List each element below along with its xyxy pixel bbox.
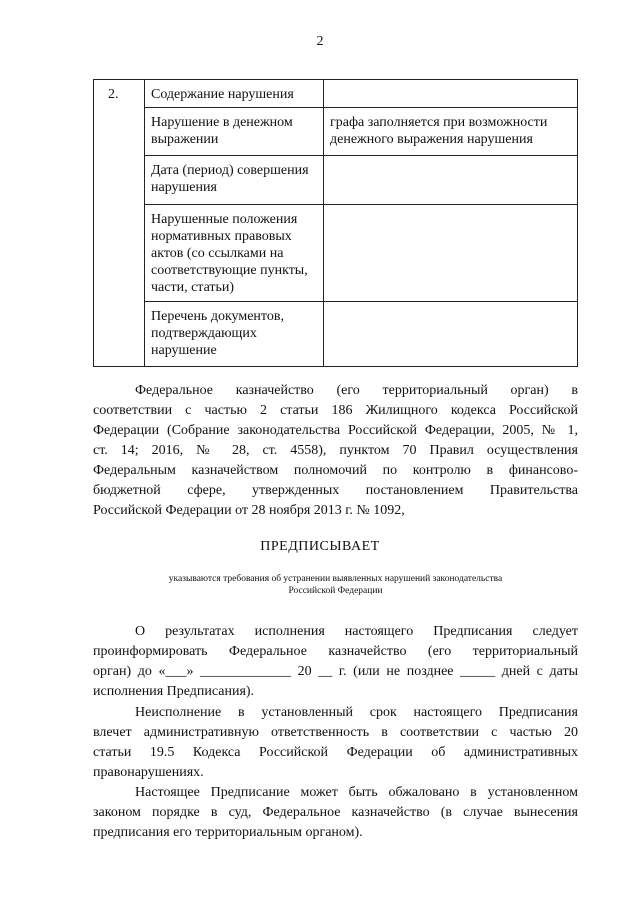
paragraph-line: проинформировать Федеральное казначейство (его территориальный — [93, 644, 578, 659]
paragraph-line: Федеральное казначейство (его территориальный орган) в — [135, 383, 578, 398]
paragraph-line: Неисполнение в установленный срок настоящего Предписания — [135, 705, 578, 720]
order-heading: ПРЕДПИСЫВАЕТ — [260, 539, 380, 554]
paragraph-line: исполнения Предписания). — [93, 684, 255, 699]
paragraph-line: правонарушениях. — [93, 765, 204, 780]
paragraph-line: бюджетной сфере, утвержденных постановлением Правительства — [93, 483, 578, 498]
paragraph-line: соответствии с частью 2 статьи 186 Жилищного кодекса Российской — [93, 403, 578, 418]
row-value — [324, 80, 578, 108]
basis-paragraph — [93, 381, 578, 521]
row-value: графа заполняется при возможности денежного выражения нарушения — [324, 108, 578, 156]
paragraph-line: Российской Федерации от 28 ноября 2013 г. № 1092, — [93, 503, 405, 518]
paragraph-line: ст. 14; 2016, № 28, ст. 4558), пунктом 70 Правил осуществления — [93, 443, 578, 458]
paragraph-line: Федеральным казначейством полномочий по контролю в финансово- — [93, 463, 578, 478]
row-label: Содержание нарушения — [145, 80, 324, 108]
table-row — [94, 302, 578, 367]
row-label: Нарушение в денежном выражении — [145, 108, 324, 156]
table-row — [94, 156, 578, 205]
row-value — [324, 205, 578, 302]
paragraph-line: О результатах исполнения настоящего Предписания следует — [135, 624, 578, 639]
paragraph-line: статьи 19.5 Кодекса Российской Федерации об административных — [93, 745, 578, 760]
liability-paragraph — [93, 703, 578, 783]
row-value — [324, 156, 578, 205]
paragraph-line: законом порядке в суд, Федеральное казначейство (в случае вынесения — [93, 805, 578, 820]
table-row — [94, 108, 578, 156]
appeal-paragraph — [93, 783, 578, 843]
paragraph-line: предписания его территориальным органом). — [93, 825, 363, 840]
page-number: 2 — [316, 34, 324, 49]
row-value — [324, 302, 578, 367]
note-line: Российской Федерации — [288, 586, 383, 596]
paragraph-line: Федерации (Собрание законодательства Российской Федерации, 2005, № 1, — [93, 423, 578, 438]
table-row — [94, 205, 578, 302]
paragraph-line: орган) до «___» _____________ 20 __ г. (или не позднее _____ дней с даты — [93, 664, 578, 679]
item-number: 2. — [94, 80, 145, 367]
inform-paragraph — [93, 622, 578, 702]
paragraph-line: Настоящее Предписание может быть обжаловано в установленном — [135, 785, 578, 800]
table-row — [94, 80, 578, 108]
violation-table — [93, 79, 578, 367]
row-label: Дата (период) совершения нарушения — [145, 156, 324, 205]
paragraph-line: влечет административную ответственность в соответствии с частью 20 — [93, 725, 578, 740]
row-label: Перечень документов, подтверждающих нарушение — [145, 302, 324, 367]
requirements-note — [93, 573, 578, 597]
row-label: Нарушенные положения нормативных правовых актов (со ссылками на соответствующие пункты, части, статьи) — [145, 205, 324, 302]
note-line: указываются требования об устранении выявленных нарушений законодательства — [168, 574, 503, 584]
